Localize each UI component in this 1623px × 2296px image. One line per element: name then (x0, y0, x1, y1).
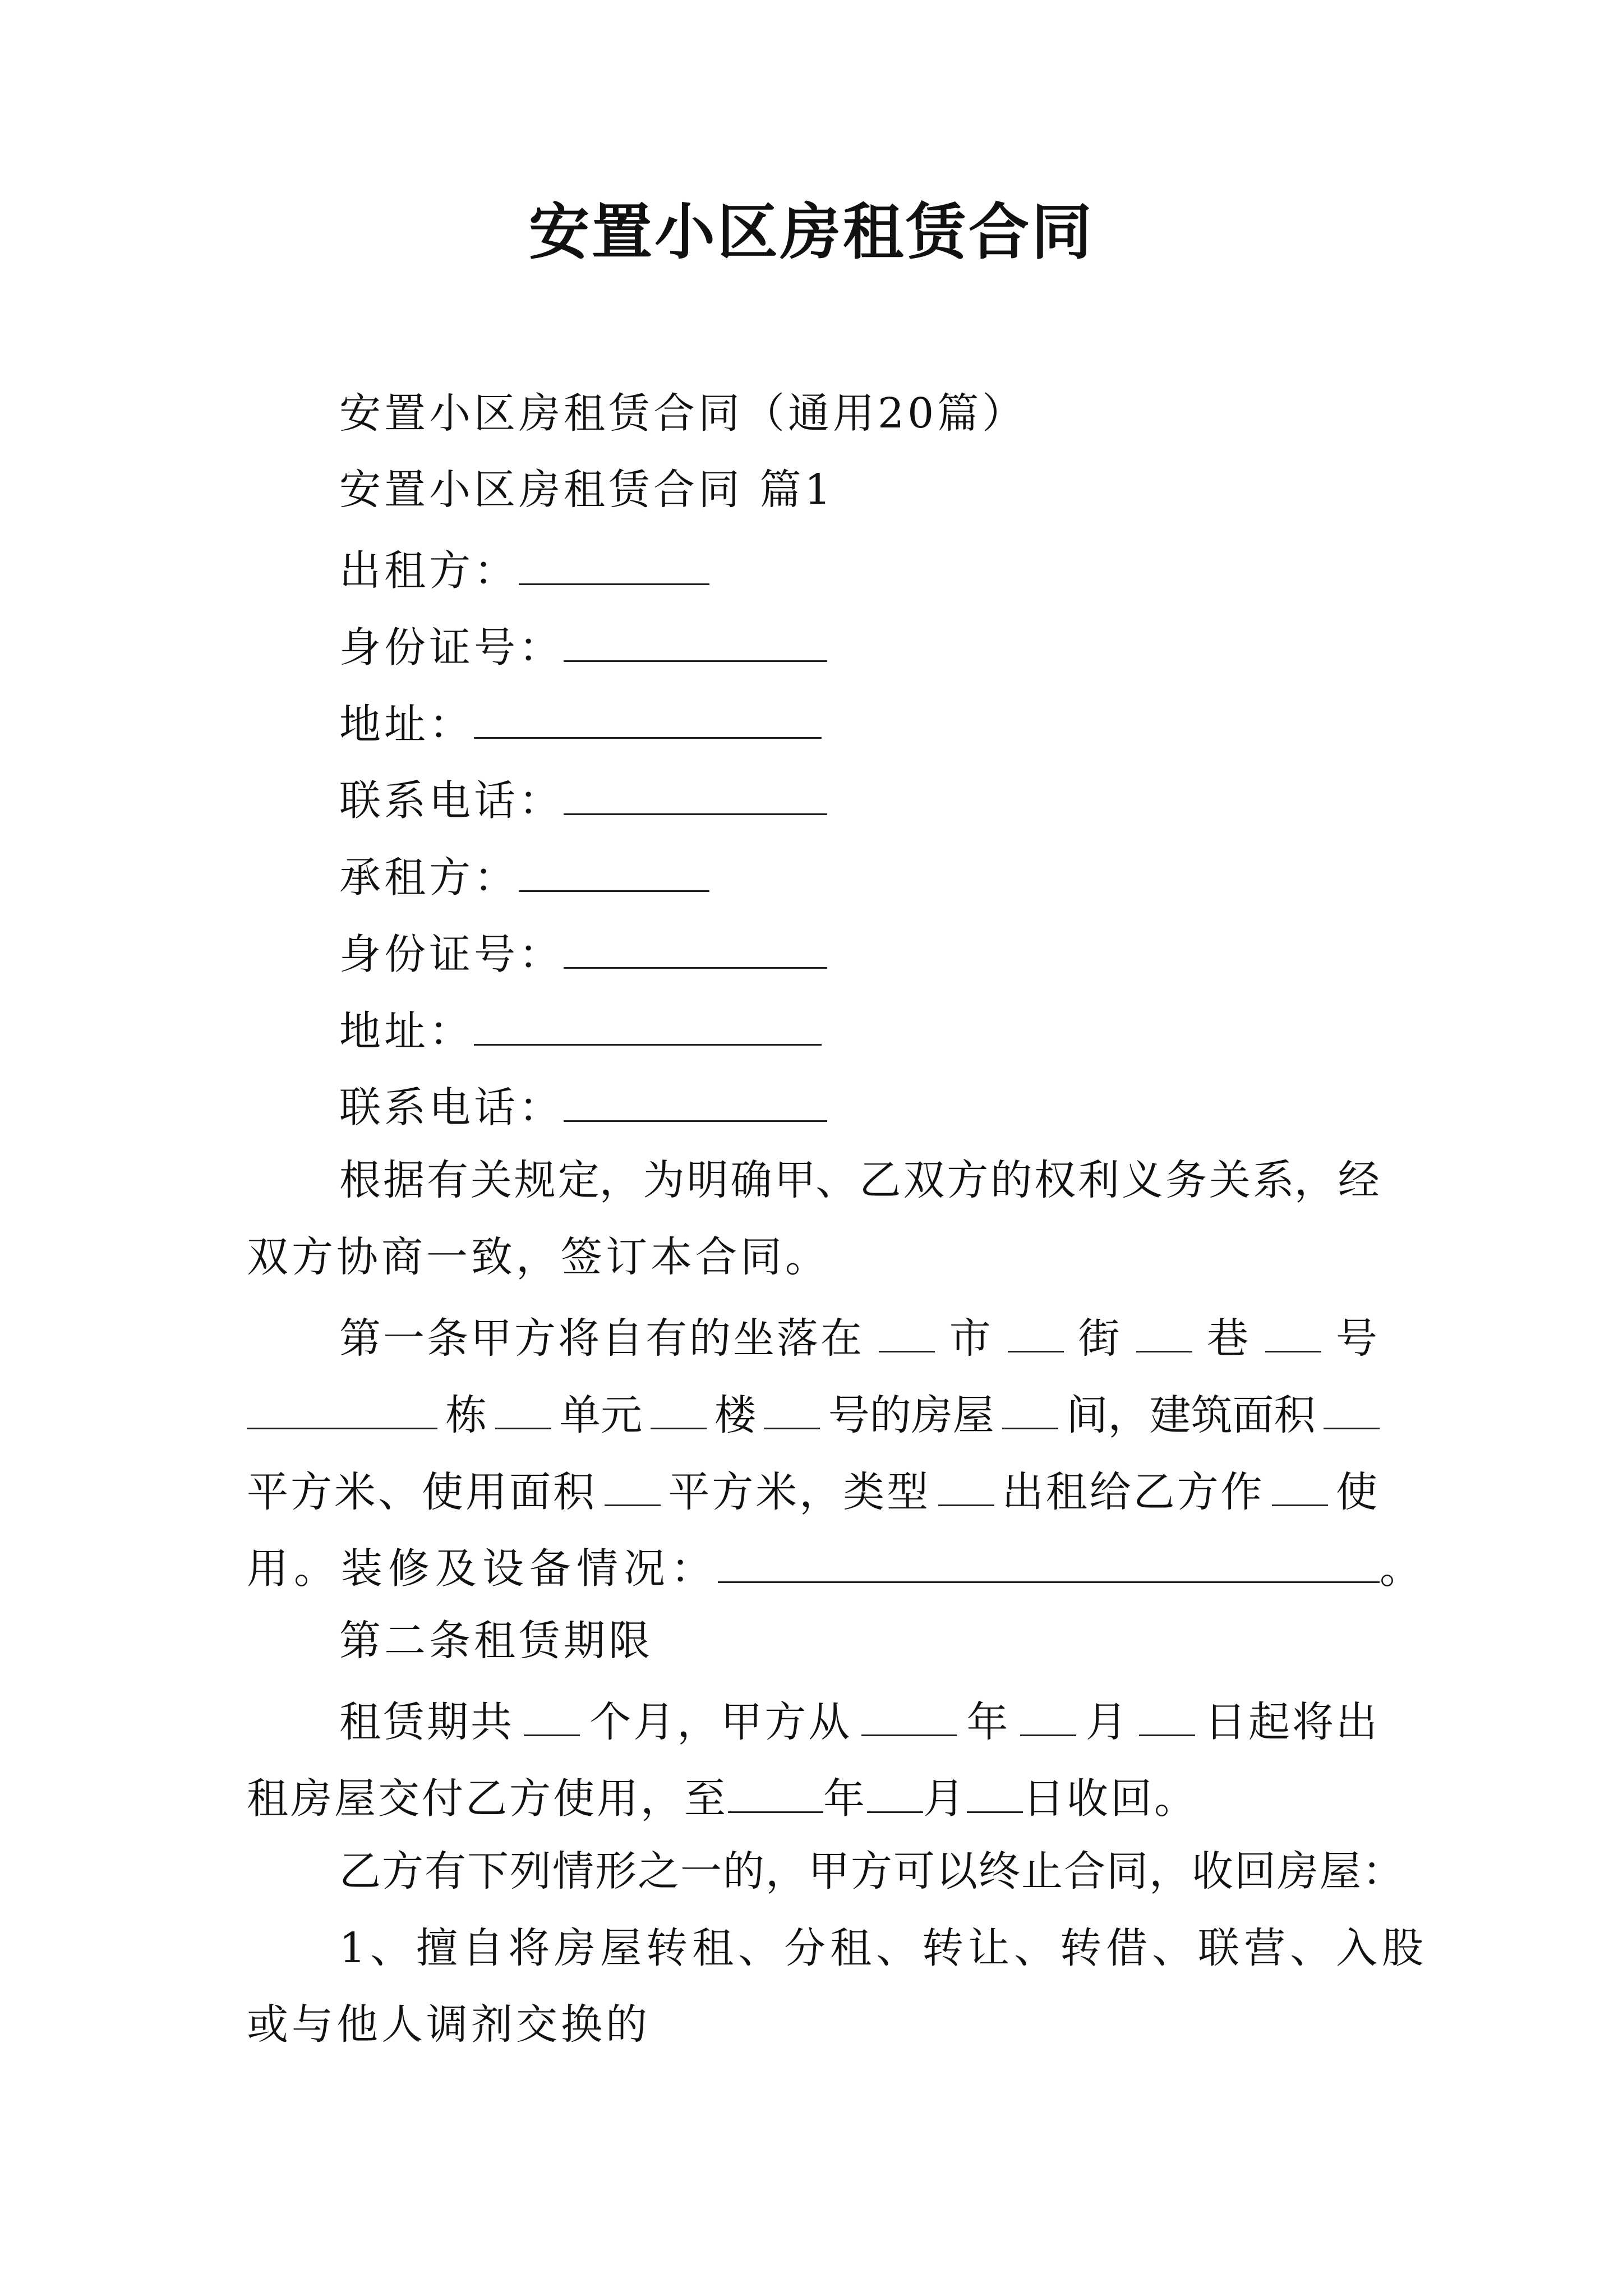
text-char: 有 (426, 1156, 468, 1204)
clause-2-heading: 第二条租赁期限 (339, 1617, 653, 1665)
blank-line (519, 546, 709, 585)
text-segment: 街 (1078, 1314, 1122, 1363)
field-label: 出租方： (339, 546, 519, 595)
article-heading: 安置小区房租赁合同 篇1 (339, 466, 834, 514)
blank-line (1002, 1390, 1058, 1429)
blank-line (605, 1467, 661, 1506)
blank-line (938, 1467, 994, 1506)
blank-line (1136, 1313, 1192, 1352)
blank-line (1008, 1313, 1064, 1352)
termination-clause: 乙方有下列情形之一的，甲方可以终止合同，收回房屋： (339, 1847, 1405, 1895)
clause-2-line-1 (339, 1697, 1380, 1746)
text-char: 明 (686, 1156, 728, 1204)
blank-line (247, 1390, 437, 1429)
text-char: 经 (1338, 1156, 1380, 1204)
preamble-line-2: 双方协商一致，签订本合同。 (247, 1233, 830, 1281)
text-segment: 平方米、使用面积 (247, 1467, 597, 1516)
clause-2-line-2 (247, 1774, 1198, 1823)
field-label: 承租方： (339, 853, 519, 902)
blank-line (474, 1006, 822, 1046)
text-segment: 月 (923, 1774, 967, 1823)
blank-line (1265, 1313, 1321, 1352)
blank-line (967, 1774, 1023, 1813)
text-char: 的 (990, 1156, 1032, 1204)
text-segment: 楼 (714, 1391, 756, 1439)
blank-line (564, 623, 827, 662)
field-label: 联系电话： (339, 776, 564, 825)
blank-line (519, 853, 709, 892)
text-segment: 。 (1380, 1544, 1427, 1593)
preamble-line-1 (339, 1156, 1380, 1204)
text-segment: 第一条甲方将自有的坐落在 (339, 1314, 864, 1363)
text-segment: 平方米，类型 (668, 1467, 931, 1516)
text-segment: 栋 (445, 1391, 487, 1439)
clause-1-line-1 (339, 1313, 1380, 1363)
blank-line (1139, 1697, 1195, 1736)
blank-line (1324, 1390, 1380, 1429)
text-char: 利 (1078, 1156, 1120, 1204)
text-char: 关 (470, 1156, 512, 1204)
blank-line (651, 1390, 707, 1429)
clause-1-line-2 (247, 1390, 1380, 1439)
termination-item-1-line-2: 或与他人调剂交换的 (247, 2000, 651, 2049)
lessor-phone-row (339, 776, 827, 825)
text-char: 确 (730, 1156, 772, 1204)
lessee-id-row (339, 930, 827, 979)
text-char: 乙 (859, 1156, 901, 1204)
text-segment: 个月，甲方从 (589, 1697, 852, 1746)
lessor-address-row (339, 700, 822, 749)
clause-1-line-3 (247, 1467, 1380, 1516)
lessee-phone-row (339, 1083, 827, 1132)
text-segment: 巷 (1207, 1314, 1251, 1363)
text-segment: 号的房屋 (828, 1391, 994, 1439)
text-char: 义 (1122, 1156, 1163, 1204)
blank-line (861, 1697, 957, 1736)
clause-1-line-4 (247, 1544, 1427, 1593)
text-char: 定， (557, 1156, 641, 1204)
blank-line (564, 776, 827, 815)
blank-line (1020, 1697, 1076, 1736)
text-segment: 使 (1335, 1467, 1380, 1516)
text-segment: 单元 (559, 1391, 643, 1439)
text-segment: 年 (823, 1774, 867, 1823)
blank-line (764, 1390, 820, 1429)
blank-line (1272, 1467, 1328, 1506)
text-segment: 间，建筑面积 (1066, 1391, 1316, 1439)
text-char: 方 (947, 1156, 989, 1204)
blank-line (718, 1544, 1380, 1583)
lessee-address-row (339, 1006, 822, 1056)
blank-line (495, 1390, 551, 1429)
text-char: 为 (643, 1156, 685, 1204)
text-char: 务 (1165, 1156, 1207, 1204)
text-segment: 市 (949, 1314, 993, 1363)
termination-item-1-line-1: 1、擅自将房屋转租、分租、转让、转借、联营、入股 (339, 1924, 1428, 1972)
lessee-name-row (339, 853, 709, 902)
text-segment: 年 (966, 1697, 1011, 1746)
field-label: 身份证号： (339, 930, 564, 979)
document-title: 安置小区房租赁合同 (528, 197, 1094, 268)
lessor-name-row (339, 546, 709, 595)
blank-line (524, 1697, 580, 1736)
blank-line (728, 1774, 823, 1813)
blank-line (474, 700, 822, 739)
text-char: 权 (1034, 1156, 1076, 1204)
blank-line (879, 1313, 935, 1352)
text-char: 双 (903, 1156, 945, 1204)
text-char: 规 (514, 1156, 556, 1204)
text-segment: 日收回。 (1023, 1774, 1198, 1823)
text-segment: 月 (1085, 1697, 1129, 1746)
text-char: 系， (1252, 1156, 1336, 1204)
text-segment: 出租给乙方作 (1002, 1467, 1265, 1516)
text-char: 据 (382, 1156, 425, 1204)
text-char: 根 (339, 1156, 381, 1204)
text-segment: 用。装修及设备情况： (247, 1544, 718, 1593)
text-segment: 租房屋交付乙方使用，至 (247, 1774, 728, 1823)
text-char: 甲、 (774, 1156, 857, 1204)
lessor-id-row (339, 623, 827, 672)
blank-line (867, 1774, 923, 1813)
text-segment: 租赁期共 (339, 1697, 514, 1746)
field-label: 联系电话： (339, 1083, 564, 1132)
text-segment: 日起将出 (1205, 1697, 1380, 1746)
field-label: 身份证号： (339, 623, 564, 672)
blank-line (564, 1083, 827, 1122)
field-label: 地址： (339, 700, 474, 749)
document-subtitle: 安置小区房租赁合同（通用20篇） (339, 389, 1027, 438)
field-label: 地址： (339, 1007, 474, 1056)
text-char: 关 (1209, 1156, 1251, 1204)
text-segment: 号 (1336, 1314, 1380, 1363)
blank-line (564, 930, 827, 969)
